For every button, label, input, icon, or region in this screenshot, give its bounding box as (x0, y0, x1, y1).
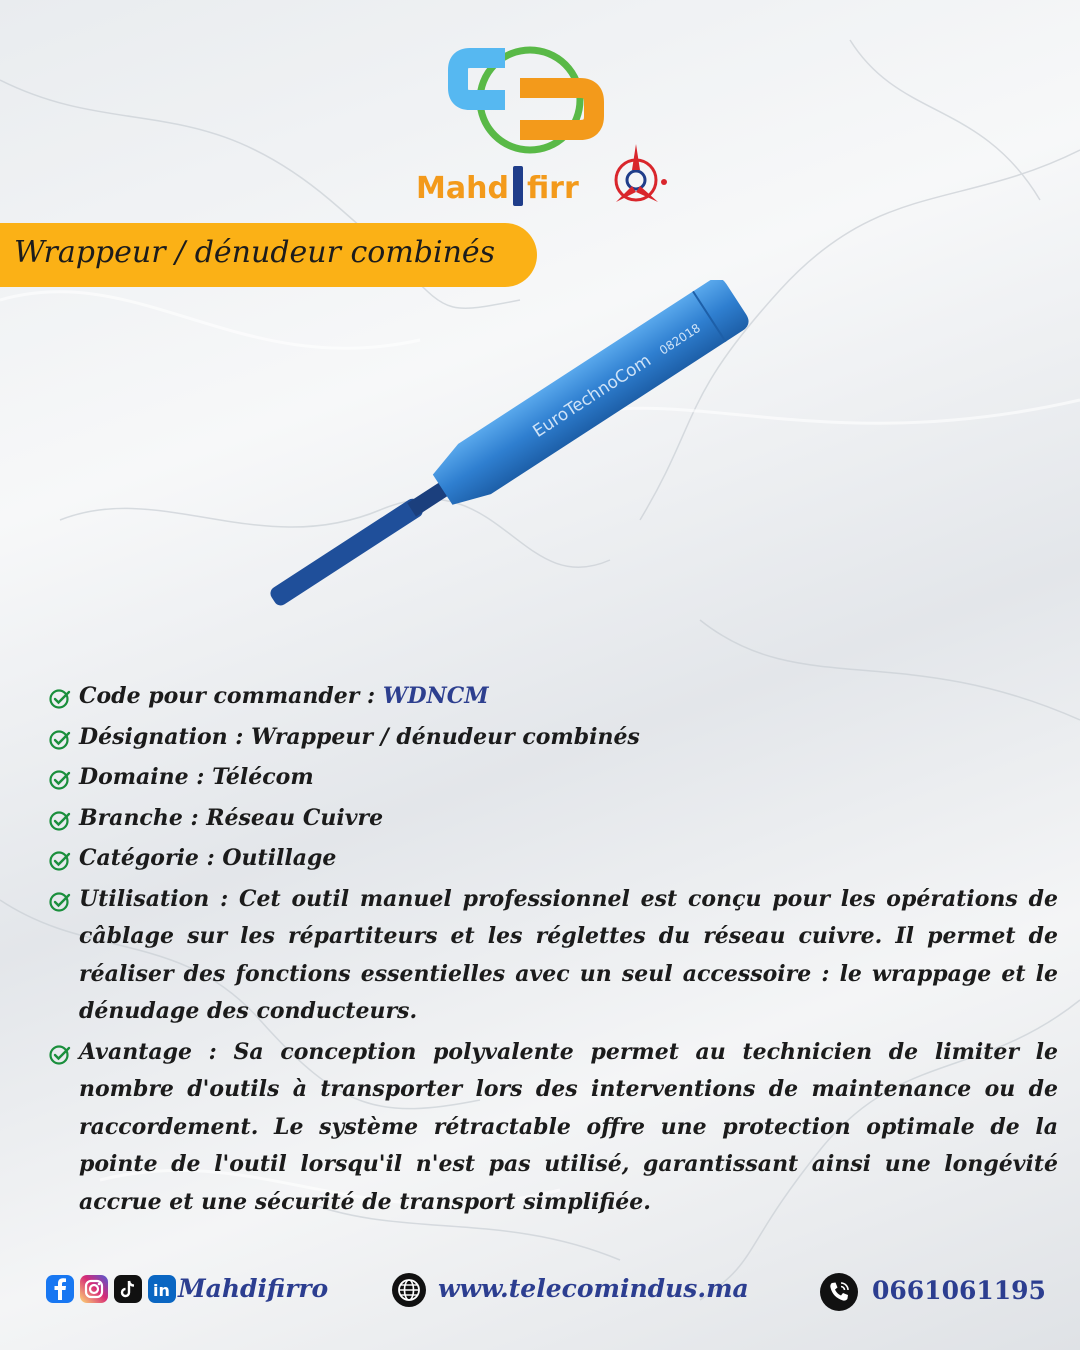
detail-value: Sa conception polyvalente permet au technicien de limiter le nombre d'outils à transporter lors des interventions de maintenance ou de raccordement. Le système rétractable offre une protection optimale de la pointe de l'outil lorsqu'il n'est pas utilisé, garantissant ainsi une longévité accrue et une sécurité de transport simplifiée. (79, 1038, 1058, 1215)
social-handle[interactable]: Mahdifirro (178, 1274, 329, 1303)
brand-name (416, 166, 579, 206)
detail-value: Cet outil manuel professionnel est conçu pour les opérations de câblage sur les répartiteurs et les réglettes du réseau cuivre. Il permet de réaliser des fonctions essentielles avec un seul accessoire : le wrappage et le dénudage des conducteurs. (79, 885, 1058, 1024)
circle-check-icon (48, 849, 72, 873)
tiktok-icon[interactable] (114, 1275, 142, 1303)
title-banner (0, 223, 537, 287)
tool-engraving: EuroTechnoCom (529, 350, 655, 442)
website-link[interactable]: www.telecomindus.ma (438, 1274, 749, 1303)
detail-label: Code pour commander : (79, 683, 383, 709)
detail-branch (48, 800, 1058, 838)
detail-value: Outillage (222, 845, 337, 871)
instagram-icon[interactable] (80, 1275, 108, 1303)
tool-shaft (268, 496, 426, 608)
brand-i-bar (513, 166, 523, 206)
linkedin-glyph: in (153, 1281, 170, 1300)
detail-designation (48, 719, 1058, 757)
detail-label: Branche : (79, 804, 207, 831)
globe-icon (392, 1273, 426, 1307)
circle-check-icon (48, 890, 72, 914)
detail-advantage (48, 1034, 1058, 1222)
detail-usage (48, 881, 1058, 1031)
detail-value: Wrappeur / dénudeur combinés (251, 723, 640, 750)
detail-label: Désignation : (79, 723, 252, 750)
tool-code: 082018 (656, 320, 703, 358)
propeller-icon (606, 140, 668, 206)
detail-category (48, 840, 1058, 878)
detail-label: Avantage : (79, 1038, 234, 1065)
circle-check-icon (48, 809, 72, 833)
circle-check-icon (48, 768, 72, 792)
circle-check-icon (48, 1043, 72, 1067)
circle-check-icon (48, 687, 72, 711)
product-image (220, 280, 820, 620)
footer-contact-bar (0, 1262, 1080, 1312)
detail-value: Télécom (212, 764, 314, 790)
detail-domain (48, 759, 1058, 797)
facebook-icon[interactable] (46, 1275, 74, 1303)
detail-code (48, 678, 1058, 716)
brand-name-part2: firr (526, 171, 579, 206)
linkedin-icon[interactable] (148, 1275, 176, 1303)
circle-check-icon (48, 728, 72, 752)
order-code: WDNCM (382, 683, 489, 709)
phone-icon (820, 1273, 858, 1311)
brand-name-part1: Mahd (416, 171, 509, 206)
brand-logo (410, 38, 680, 218)
product-details (48, 678, 1058, 1224)
detail-label: Domaine : (79, 764, 213, 790)
detail-label: Utilisation : (79, 885, 240, 912)
phone-number[interactable]: 0661061195 (872, 1276, 1046, 1305)
detail-label: Catégorie : (79, 845, 223, 871)
page-title: Wrappeur / dénudeur combinés (14, 235, 496, 270)
detail-value: Réseau Cuivre (206, 804, 384, 831)
